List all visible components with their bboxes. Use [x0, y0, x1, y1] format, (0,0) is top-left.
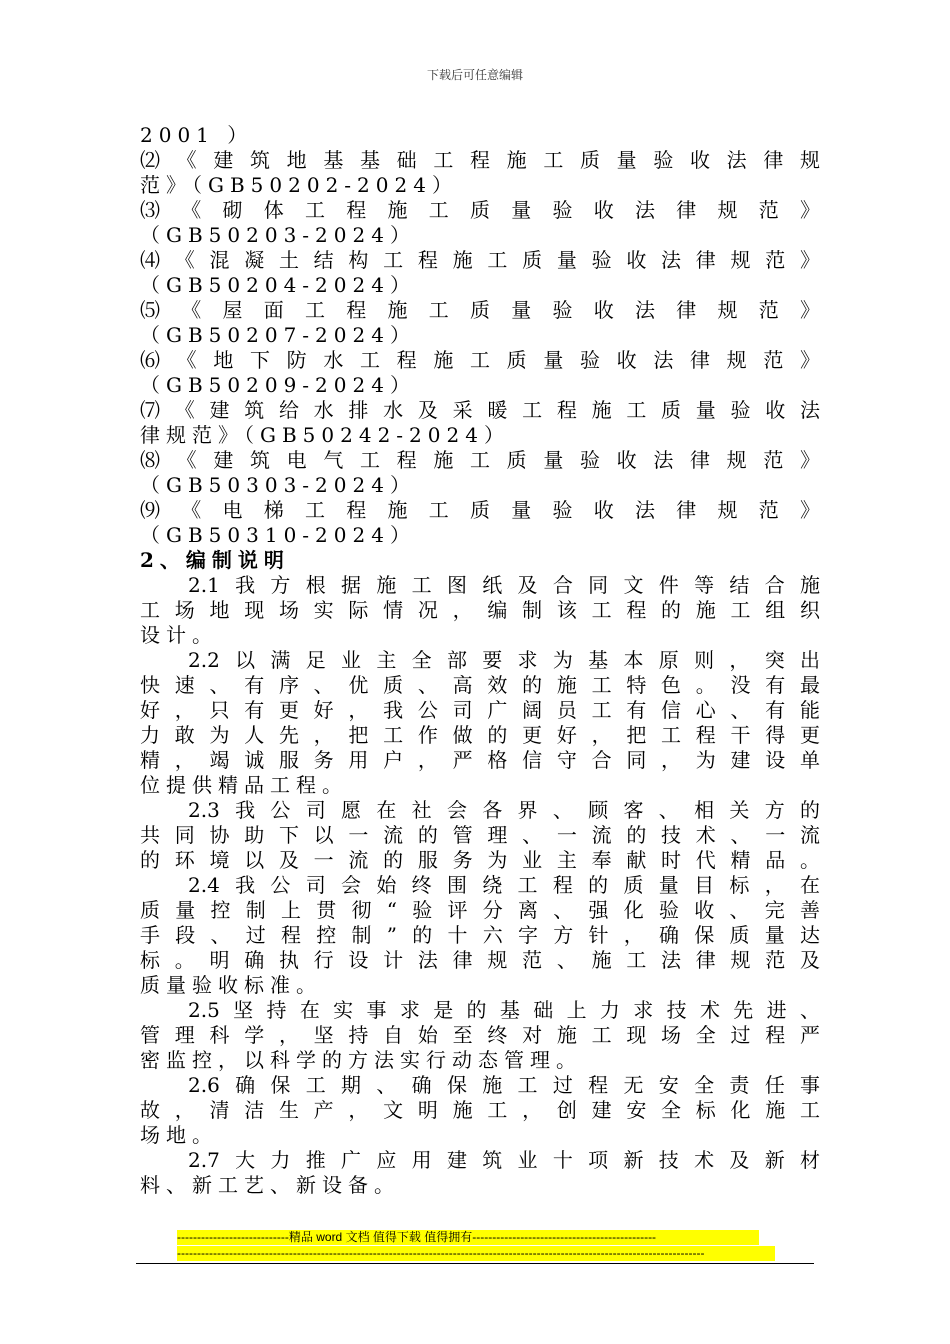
text-line: 共同协助下以一流的管理、一流的技术、一流: [140, 823, 820, 847]
text-line: 2.5坚持在实事求是的基础上力求技术先进、: [188, 998, 820, 1022]
text-line: ⑷《混凝土结构工程施工质量验收法律规范》: [140, 248, 820, 272]
text-line: 场地。: [140, 1123, 218, 1147]
footer-banner-line-1: ----------------------------精品 word 文档 值得下载 值得拥有----------------------------------------------: [177, 1230, 759, 1245]
text-line: （GB50204-2024）: [140, 273, 416, 297]
text-line: 2.7大力推广应用建筑业十项新技术及新材: [188, 1148, 820, 1172]
section-heading: 2、编制说明: [140, 548, 290, 572]
text-line: 2.1我方根据施工图纸及合同文件等结合施: [188, 573, 820, 597]
text-line: 好，只有更好，我公司广阔员工有信心、有能: [140, 698, 820, 722]
text-line: ⑶《砌体工程施工质量验收法律规范》: [140, 198, 820, 222]
text-line: （GB50209-2024）: [140, 373, 416, 397]
text-line: 位提供精品工程。: [140, 773, 348, 797]
text-line: 精，竭诚服务用户，严格信守合同，为建设单: [140, 748, 820, 772]
footer-banner-line-2: ------------------------------------------------------------------------------------------------------------------------------------: [177, 1246, 775, 1261]
text-line: （GB50203-2024）: [140, 223, 416, 247]
text-line: 力敢为人先，把工作做的更好，把工程干得更: [140, 723, 820, 747]
text-line: 质量验收标准。: [140, 973, 322, 997]
text-line: ⑹《地下防水工程施工质量验收法律规范》: [140, 348, 820, 372]
text-line: 工场地现场实际情况，编制该工程的施工组织: [140, 598, 820, 622]
text-line: 范》（GB50202-2024）: [140, 173, 458, 197]
document-body: [140, 123, 820, 1198]
text-line: 密监控，以科学的方法实行动态管理。: [140, 1048, 582, 1072]
page-header: 下载后可任意编辑: [426, 68, 523, 82]
text-line: 故，清洁生产，文明施工，创建安全标化施工: [140, 1098, 820, 1122]
text-line: ⑻《建筑电气工程施工质量验收法律规范》: [140, 448, 820, 472]
text-line: 料、新工艺、新设备。: [140, 1173, 400, 1197]
text-line: 快速、有序、优质、高效的施工特色。没有最: [140, 673, 820, 697]
text-line: ⑼《电梯工程施工质量验收法律规范》: [140, 498, 820, 522]
text-line: 律规范》（GB50242-2024）: [140, 423, 510, 447]
text-line: 2.2以满足业主全部要求为基本原则，突出: [188, 648, 820, 672]
text-line: 设计。: [140, 623, 218, 647]
text-line: 2.3我公司愿在社会各界、顾客、相关方的: [188, 798, 820, 822]
text-line: ⑺《建筑给水排水及采暖工程施工质量验收法: [140, 398, 820, 422]
text-line: 质量控制上贯彻“验评分离、强化验收、完善: [140, 898, 820, 922]
text-line: （GB50207-2024）: [140, 323, 416, 347]
text-line: 2.6确保工期、确保施工过程无安全责任事: [188, 1073, 820, 1097]
text-line: 2001 ）: [140, 123, 254, 147]
text-line: 手段、过程控制”的十六字方针，确保质量达: [140, 923, 820, 947]
text-line: 管理科学，坚持自始至终对施工现场全过程严: [140, 1023, 820, 1047]
text-line: （GB50303-2024）: [140, 473, 416, 497]
text-line: 2.4我公司会始终围绕工程的质量目标，在: [188, 873, 820, 897]
footer-rule: [136, 1263, 814, 1264]
text-line: ⑵《建筑地基基础工程施工质量验收法律规: [140, 148, 820, 172]
text-line: （GB50310-2024）: [140, 523, 416, 547]
text-line: ⑸《屋面工程施工质量验收法律规范》: [140, 298, 820, 322]
text-line: 的环境以及一流的服务为业主奉献时代精品。: [140, 848, 820, 872]
text-line: 标。明确执行设计法律规范、施工法律规范及: [140, 948, 820, 972]
